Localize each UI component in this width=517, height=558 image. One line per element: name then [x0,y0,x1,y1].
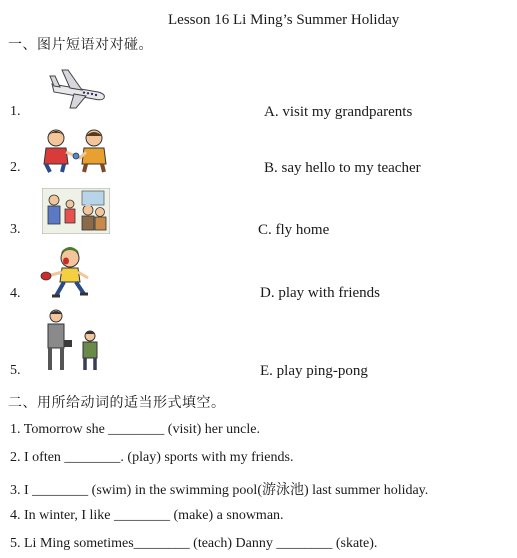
ping-pong-boy-icon [40,246,98,300]
sentence-1: 1. Tomorrow she ________ (visit) her uncle. [10,422,260,437]
children-playing-icon [40,128,112,174]
phrase-e: E. play ping-pong [260,363,368,379]
item-number-4: 4. [10,286,21,301]
item-number-5: 5. [10,363,21,378]
airplane-icon [48,66,108,110]
item-number-1: 1. [10,104,21,119]
phrase-d: D. play with friends [260,285,380,301]
phrase-c: C. fly home [258,222,330,238]
section-2-heading: 二、用所给动词的适当形式填空。 [8,395,226,411]
sentence-4: 4. In winter, I like ________ (make) a snowman. [10,508,284,523]
item-number-2: 2. [10,160,21,175]
sentence-2: 2. I often ________. (play) sports with my friends. [10,450,294,465]
section-1-heading: 一、图片短语对对碰。 [8,37,153,53]
phrase-b: B. say hello to my teacher [264,160,421,176]
family-visit-icon [42,188,110,234]
phrase-a: A. visit my grandparents [264,104,413,120]
teacher-and-boy-icon [42,308,106,374]
page-title: Lesson 16 Li Ming’s Summer Holiday [168,12,400,28]
item-number-3: 3. [10,222,21,237]
sentence-5: 5. Li Ming sometimes________ (teach) Danny ________ (skate). [10,536,378,551]
sentence-3: 3. I ________ (swim) in the swimming pool(游泳池) last summer holiday. [10,483,429,498]
